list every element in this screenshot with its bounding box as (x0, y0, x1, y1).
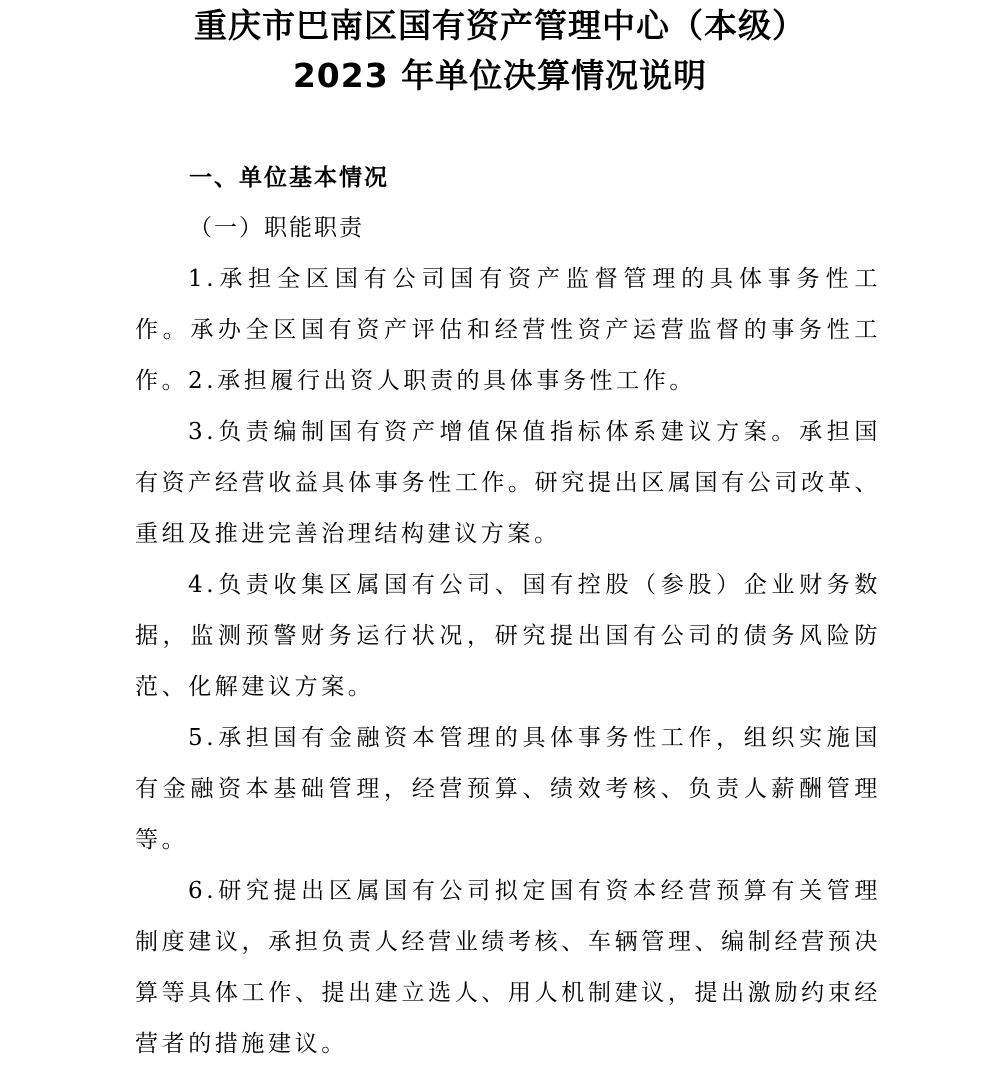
paragraph-duty-5: 5.承担国有金融资本管理的具体事务性工作，组织实施国有金融资本基础管理，经营预算、绩效考核、负责人薪酬管理等。 (135, 725, 881, 853)
paragraph-duty-1: 1.承担全区国有公司国有资产监督管理的具体事务性工作。承办全区国有资产评估和经营性资产运营监督的事务性工作。 (135, 266, 881, 394)
document-title-line-2: 2023 年单位决算情况说明 (292, 56, 708, 95)
document-title-line-1: 重庆市巴南区国有资产管理中心（本级） (194, 6, 806, 45)
section-heading: 一、单位基本情况 (189, 165, 389, 191)
paragraph-duty-2: 2.承担履行出资人职责的具体事务性工作。 (188, 368, 696, 394)
paragraph-duty-4: 4.负责收集区属国有公司、国有控股（参股）企业财务数据，监测预警财务运行状况，研究提出国有公司的债务风险防范、化解建议方案。 (135, 572, 881, 700)
paragraph-duty-3: 3.负责编制国有资产增值保值指标体系建议方案。承担国有资产经营收益具体事务性工作。研究提出区属国有公司改革、重组及推进完善治理结构建议方案。 (135, 419, 881, 547)
subsection-heading: （一）职能职责 (189, 215, 364, 241)
paragraph-duty-6: 6.研究提出区属国有公司拟定国有资本经营预算有关管理制度建议，承担负责人经营业绩考核、车辆管理、编制经营预决算等具体工作、提出建立选人、用人机制建议，提出激励约束经营者的措施建议。 (135, 878, 881, 1057)
